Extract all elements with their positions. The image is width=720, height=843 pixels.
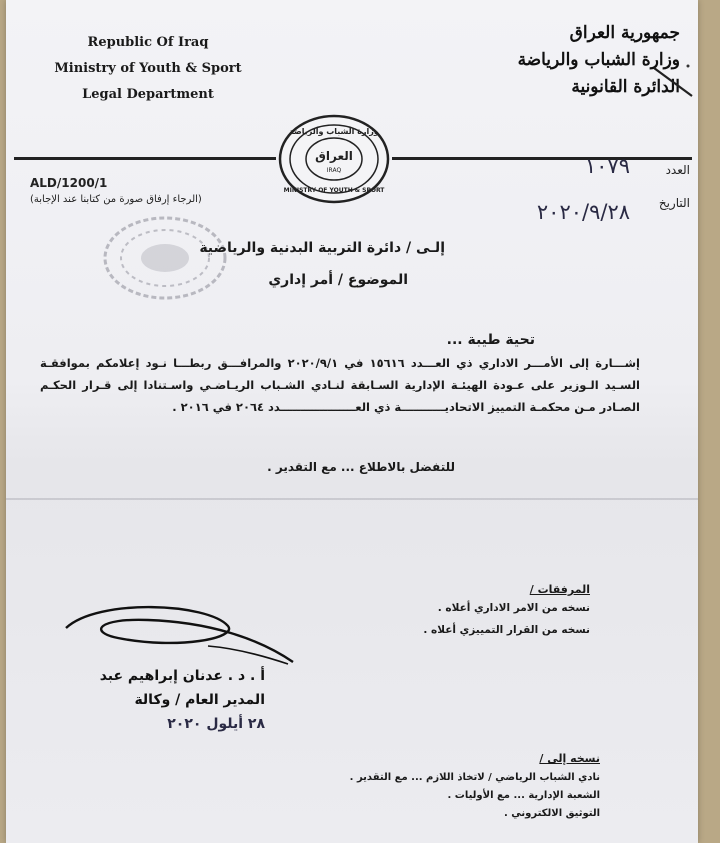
attachment-item: نسخه من الامر الاداري أعلاه . [437,602,590,614]
recipient-line: إلـى / دائرة التربية البدنية والرياضية [199,240,445,256]
logo-center-text: العراق [315,149,353,163]
greeting: تحية طيبة ... [446,332,535,348]
header-en-department: Legal Department [82,87,214,102]
number-label: العدد [665,163,690,177]
copies-title: نسخه إلى / [539,752,600,765]
logo-top-text: وزارة الشباب والرياضة [289,127,379,136]
reference-code: ALD/1200/1 [30,176,108,190]
header-en-country: Republic Of Iraq [87,35,209,50]
signature-date: ٢٨ أيلول ٢٠٢٠ [167,716,265,732]
ministry-logo [278,114,390,204]
attachments-title: المرفقات / [529,583,590,596]
logo-bottom-text: MINISTRY OF YOUTH & SPORT [283,187,385,194]
date-label: التاريخ [658,196,690,210]
body-paragraph: إشـــارة إلى الأمـــر الاداري ذي العـــدد ١٥٦١٦ في ٢٠٢٠/٩/١ والمرافـــق ربطـــا نـود إعلامكم بموافقـة السـيد الـوزير على عـودة الهيئـة الإدارية السـابقة لنـادي الشـباب الريـاضـي واسـتنادا إلى قـرار الحكـم الصـادر مـن محكمـة التمييز الاتحاديـــــــــــة ذي العـــــــــــــــــــدد ٢٠٦٤ في ٢٠١٦ . [40,356,640,414]
subject-line: الموضوع / أمر إداري [268,272,408,288]
pen-stroke-mark [650,62,698,102]
closing-line: للتفضل بالاطلاع ... مع التقدير . [267,460,455,474]
attachment-item: نسخه من القرار التمييزي أعلاه . [423,624,590,636]
signer-title: المدير العام / وكالة [134,692,265,708]
english-letterhead [48,30,248,108]
date-value: ٢٠٢٠/٩/٢٨ [536,200,630,224]
header-ar-department: الدائرة القانونية [571,77,680,97]
header-ar-country: جمهورية العراق [569,23,680,43]
attach-note: (الرجاء إرفاق صورة من كتابنا عند الإجابة) [30,194,202,205]
signer-name: أ . د . عدنان إبراهيم عبد [99,668,265,684]
signer-block [55,664,265,736]
header-rule-right [392,157,692,160]
copy-item: نادي الشباب الرياضي / لاتخاذ اللازم ... مع التقدير . [349,772,600,783]
arabic-letterhead [450,20,680,101]
header-rule-left [14,157,276,160]
paper-fold [6,498,698,500]
copy-item: التوثيق الالكتروني . [504,808,600,819]
header-ar-ministry: وزارة الشباب والرياضة [517,50,680,70]
number-value: ١٠٧٩ [584,154,630,178]
copy-item: الشعبة الإدارية ... مع الأوليات . [447,790,600,801]
header-en-ministry: Ministry of Youth & Sport [54,61,242,76]
logo-sub-text: IRAQ [326,167,342,174]
faded-stamp [100,212,230,304]
